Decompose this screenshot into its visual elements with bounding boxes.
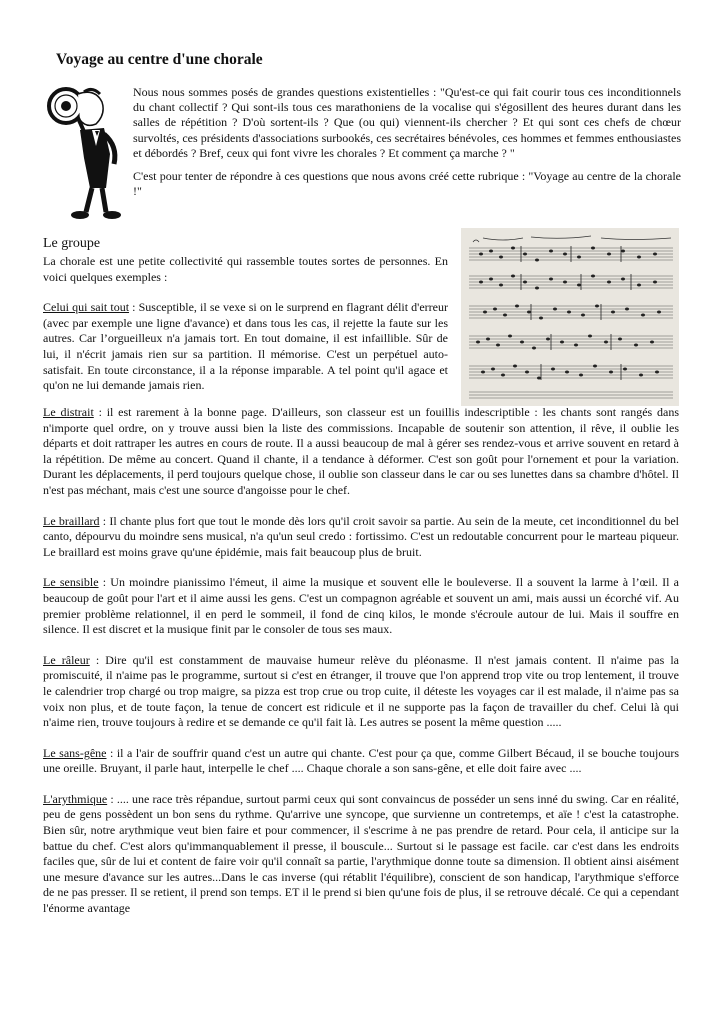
entry-paragraph <box>43 653 679 731</box>
intro-text <box>133 85 681 207</box>
entry-text: : .... une race très répandue, surtout parmi ceux qui sont convaincus de posséder un sens inné du swing. Car en réalité, peu de gens possèdent un bon sens du rythme. Qu'arrive une syncope, que survienne un contretemps, et aïe ! c'est la catastrophe. Bien sûr, notre arythmique veut bien faire et pour commencer, il s'escrime à ne pas prendre de retard. Pour cela, il anticipe sur la battue du chef. C'est alors qu'immanquablement il presse, il bouscule... Surtout si le passage est facile. car c'est dans les endroits faciles que, sûr de lui et content de faire voir qu'il connaît sa partie, l'arythmique donne toute sa dimension. Il obtient ainsi aisément une mesure d'avance sur les autres...Dans le cas inverse (qui rétablit l'équilibre), conscient de son handicap, l'arythmique s'efforce de ne pas presser. Il se retient, il prend son temps. ET il le prend si bien qu'une fois de plus, il se retrouve décalé. Ce qui a cependant l'énorme avantage <box>43 791 679 916</box>
intro-paragraph: C'est pour tenter de répondre à ces questions que nous avons créé cette rubrique : "Voyage au centre de la chorale !" <box>133 169 681 199</box>
group-description-column <box>43 254 448 409</box>
entry-text: : Il chante plus fort que tout le monde dès lors qu'il croit savoir sa partie. Au sein de la meute, cet inconditionnel du bel canto, dépourvu du moindre sens musical, n'a qu'un seul credo : fortissimo. C'est un redoutable concurrent pour le marteau piqueur. Le braillard est moins grave qu'une épidémie, mais fait beaucoup plus de bruit. <box>43 513 680 559</box>
entry-paragraph <box>43 514 679 561</box>
entry-term: Le sans-gêne <box>43 745 107 760</box>
entry-paragraph <box>43 575 679 637</box>
page-title: Voyage au centre d'une chorale <box>56 51 263 68</box>
entry-text: : il est rarement à la bonne page. D'ailleurs, son classeur est un fouillis indescriptible : les chants sont rangés dans n'importe quel ordre, on y trouve aussi bien la liste des commissions. Incapable de soutenir son attention, il rêve, il oublie les départs et doit rattraper les autres en cours de route. Il a aussi beaucoup de mal à gérer ses rendez-vous et arrive souvent en retard à la répétition. De même au concert. Quand il chante, il a tendance à déformer. C'est son goût pour l'ornement et pour la variation. Durant les déplacements, il perd toujours quelque chose, il oublie son classeur dans le car ou ses lunettes dans sa chambre d'hôtel. Il n'est pas méchant, mais c'est une source d'angoisse pour le chef. <box>43 405 680 497</box>
music-score-image <box>461 228 679 406</box>
entry-term: Le braillard <box>43 513 100 528</box>
section-heading: Le groupe <box>43 236 101 251</box>
group-intro-paragraph: La chorale est une petite collectivité qui rassemble toutes sortes de personnes. En voici quelques exemples : <box>43 254 448 284</box>
entry-text: : il a l'air de souffrir quand c'est un autre qui chante. C'est pour ça que, comme Gilbert Bécaud, il se bouche toujours une oreille. Bruyant, il parle haut, interpelle le chef .... Chaque chorale a son sans-gêne, et elle doit faire avec .... <box>43 745 679 776</box>
entry-term: Le râleur <box>43 652 90 667</box>
entry-text: : Susceptible, il se vexe si on le surprend en flagrant délit d'erreur (avec par exemple une ligne d'avance) et dans tous les cas, il rejette la faute sur les autres. Car l’orgueilleux n'a jamais tort. En tout domaine, il est infaillible. Sûr de lui, il n'écrit jamais rien sur sa partition. Il mémorise. C'est un perpétuel auto-satisfait. En toute circonstance, il a la réponse imparable. A tel point qu'il agace et qu'on ne lui demande jamais rien. <box>43 300 448 393</box>
intro-paragraph: Nous nous sommes posés de grandes questions existentielles : "Qu'est-ce qui fait courir tous ces inconditionnels du chant collectif ? Qui sont-ils tous ces marathoniens de la vocalise qui s'égosillent des heures durant dans les salles de répétition ? D'où sortent-ils ? Que (ou qui) viennent-ils chercher ? Et qui sont ces chefs de chœur survoltés, ces présidents d'associations surbookés, ces secrétaires bénévoles, ces hommes et femmes enthousiastes et débordés ? Bref, ceux qui font vivre les chorales ? Et comment ça marche ? " <box>133 85 681 160</box>
entry-paragraph <box>43 405 679 499</box>
entries-body <box>43 405 679 932</box>
entry-term: Celui qui sait tout <box>43 300 130 315</box>
entry-term: Le distrait <box>43 405 94 419</box>
entry-term: Le sensible <box>43 575 99 590</box>
magnifier-man-illustration <box>40 84 130 226</box>
entry-paragraph <box>43 792 679 917</box>
entry-term: L'arythmique <box>43 791 108 806</box>
entry-paragraph <box>43 300 448 394</box>
entry-text: : Un moindre pianissimo l'émeut, il aime la musique et souvent elle le bouleverse. Il a souvent la larme à l’œil. Il a beaucoup de goût pour l'art et il aime aussi les gens. C'est un compagnon agréable et souvent un ami, mais aussi un écorché vif. Au premier problème relationnel, il en perd le sommeil, il fond de cinq kilos, le monde s'écroule autour de lui. Mais il souffre en silence. Il est discret et la musique finit par le consoler de tous ses maux. <box>43 575 679 637</box>
entry-text: : Dire qu'il est constamment de mauvaise humeur relève du pléonasme. Il n'est jamais content. Il n'aime pas la promiscuité, il n'aime pas le programme, surtout si c'est en étranger, il trouve que l'on apprend trop vite ou trop lentement, il trouve le calendrier trop chargé ou trop maigre, sa pizza est trop crue ou trop cuite, il déteste les voyages car il est malade, il n'aime pas sa voix non plus, et de toute façon, la tenue de concert est ridicule et il ne supporte pas la façon de travailler du chef. Celui là qui n'aime rien, trouve toujours à redire et se demande ce qu'il fait là. Les autres se posent la même question ..... <box>43 652 679 730</box>
entry-paragraph <box>43 746 679 777</box>
